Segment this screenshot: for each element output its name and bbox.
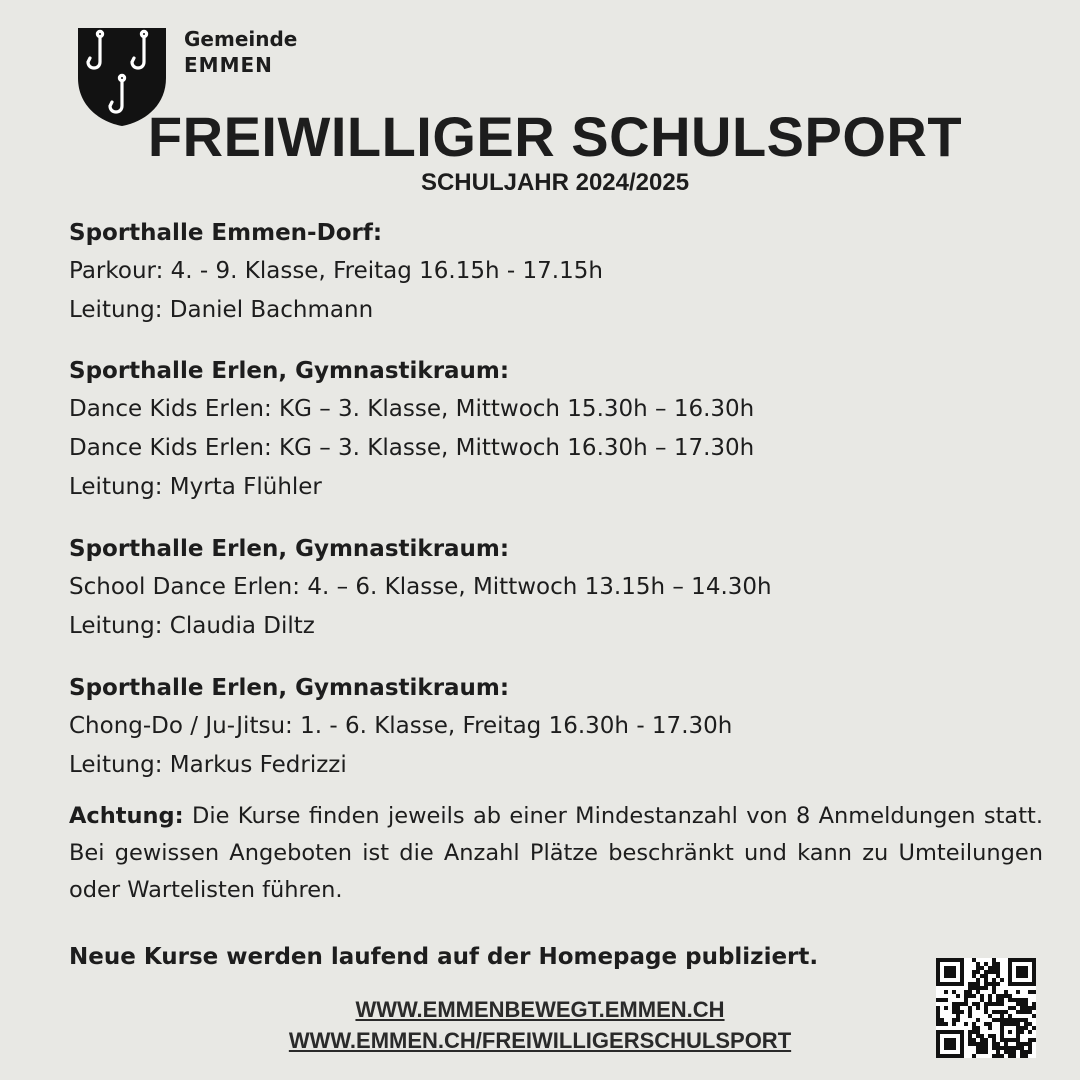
course-location: Sporthalle Emmen-Dorf: bbox=[69, 220, 383, 246]
course-line: Dance Kids Erlen: KG – 3. Klasse, Mittwoch 15.30h – 16.30h bbox=[69, 396, 755, 422]
course-location: Sporthalle Erlen, Gymnastikraum: bbox=[69, 358, 510, 384]
course-location: Sporthalle Erlen, Gymnastikraum: bbox=[69, 675, 510, 701]
course-line: Parkour: 4. - 9. Klasse, Freitag 16.15h - 17.15h bbox=[69, 258, 603, 284]
org-line-2: EMMEN bbox=[184, 53, 273, 77]
attention-text: Die Kurse finden jeweils ab einer Mindestanzahl von 8 Anmeldungen statt. Bei gewissen Angeboten ist die Anzahl Plätze beschränkt und kann zu Umteilungen oder Wartelisten führen. bbox=[69, 803, 1043, 903]
course-line: Chong-Do / Ju-Jitsu: 1. - 6. Klasse, Freitag 16.30h - 17.30h bbox=[69, 713, 733, 739]
link-emmenbewegt[interactable]: WWW.EMMENBEWEGT.EMMEN.CH bbox=[355, 997, 725, 1022]
course-leader: Leitung: Markus Fedrizzi bbox=[69, 752, 347, 778]
course-block bbox=[69, 530, 772, 646]
course-line: School Dance Erlen: 4. – 6. Klasse, Mittwoch 13.15h – 14.30h bbox=[69, 574, 772, 600]
website-links bbox=[0, 994, 1080, 1056]
org-line-1: Gemeinde bbox=[184, 27, 298, 51]
link-freiwilliger-schulsport[interactable]: WWW.EMMEN.CH/FREIWILLIGERSCHULSPORT bbox=[288, 1028, 792, 1053]
course-location: Sporthalle Erlen, Gymnastikraum: bbox=[69, 536, 510, 562]
municipality-name bbox=[184, 26, 297, 78]
course-line: Dance Kids Erlen: KG – 3. Klasse, Mittwoch 16.30h – 17.30h bbox=[69, 435, 755, 461]
course-leader: Leitung: Myrta Flühler bbox=[69, 474, 322, 500]
course-block bbox=[69, 352, 754, 507]
course-block bbox=[69, 669, 732, 785]
course-block bbox=[69, 214, 603, 330]
page-title: FREIWILLIGER SCHULSPORT bbox=[147, 105, 963, 168]
news-text: Neue Kurse werden laufend auf der Homepage publiziert. bbox=[69, 944, 819, 970]
course-leader: Leitung: Claudia Diltz bbox=[69, 613, 315, 639]
attention-note bbox=[69, 798, 1043, 909]
school-year: SCHULJAHR 2024/2025 bbox=[420, 169, 690, 196]
attention-label: Achtung: bbox=[69, 803, 184, 829]
course-leader: Leitung: Daniel Bachmann bbox=[69, 297, 374, 323]
qr-code-icon[interactable] bbox=[936, 958, 1036, 1058]
